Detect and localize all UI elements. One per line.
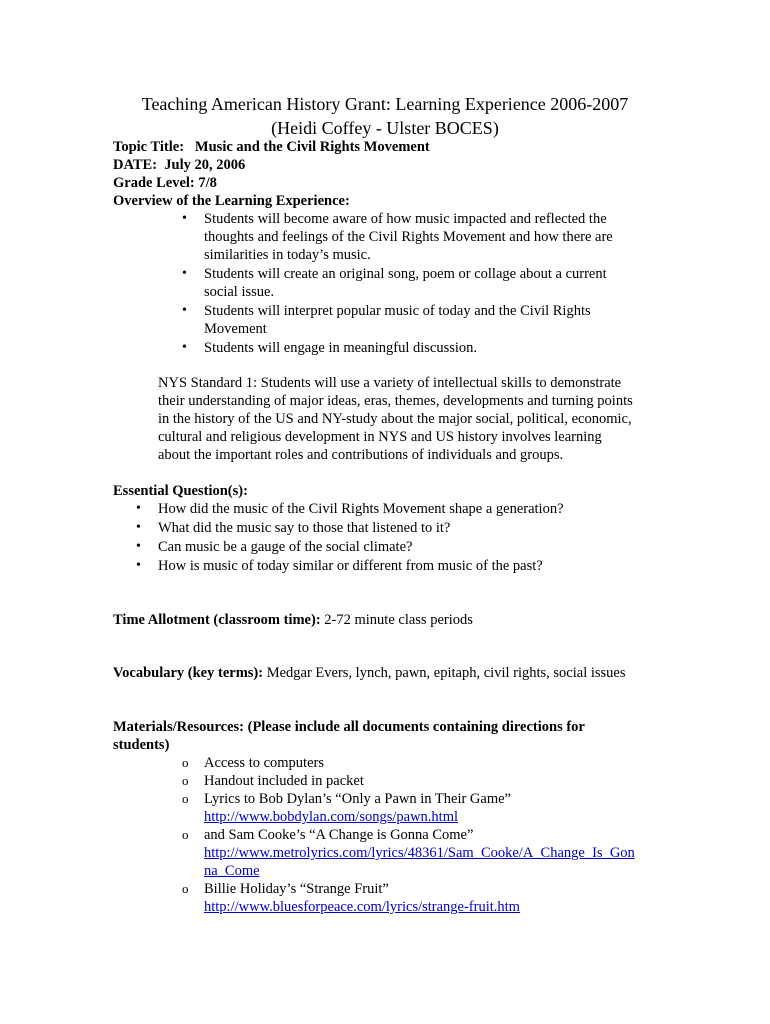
essential-question-4: How is music of today similar or different from music of the past?	[158, 558, 543, 574]
overview-item-4-line1: Students will engage in meaningful discussion.	[204, 340, 478, 356]
bullet-marker: •	[182, 303, 187, 318]
materials-heading-line1: Materials/Resources: (Please include all documents containing directions for	[113, 719, 585, 735]
strange-fruit-link[interactable]: http://www.bluesforpeace.com/lyrics/strange-fruit.htm	[204, 899, 520, 915]
time-allotment-label: Time Allotment (classroom time):	[113, 612, 321, 628]
circle-bullet: o	[182, 827, 189, 842]
document-title-line1: Teaching American History Grant: Learning Experience 2006-2007	[141, 94, 629, 114]
standard-line-2: their understanding of major ideas, eras, themes, developments and turning points	[158, 393, 633, 409]
essential-question-1: How did the music of the Civil Rights Movement shape a generation?	[158, 501, 564, 517]
standard-line-4: cultural and religious development in NYS and US history involves learning	[158, 429, 602, 445]
topic-title	[113, 138, 430, 156]
bullet-marker: •	[182, 340, 187, 355]
pawn-lyrics-link[interactable]: http://www.bobdylan.com/songs/pawn.html	[204, 809, 459, 825]
overview-item-1-line1: Students will become aware of how music impacted and reflected the	[204, 211, 607, 227]
material-item-5: Billie Holiday’s “Strange Fruit”	[204, 881, 389, 897]
overview-item-3-line1: Students will interpret popular music of today and the Civil Rights	[204, 303, 591, 319]
standard-line-3: in the history of the US and NY-study about the major social, political, economic,	[158, 411, 632, 427]
overview-item-3-line2: Movement	[204, 321, 267, 337]
overview-heading: Overview of the Learning Experience:	[113, 193, 350, 209]
bullet-marker: •	[182, 266, 187, 281]
overview-item-1-line2: thoughts and feelings of the Civil Rights Movement and how there are	[204, 229, 613, 245]
vocabulary-value: Medgar Evers, lynch, pawn, epitaph, civil rights, social issues	[263, 665, 626, 681]
document-title-line2: (Heidi Coffey - Ulster BOCES)	[271, 118, 499, 138]
date-line	[113, 156, 245, 174]
materials-heading-line2: students)	[113, 737, 170, 753]
overview-item-1-line3: similarities in today’s music.	[204, 247, 371, 263]
vocabulary-label: Vocabulary (key terms):	[113, 665, 264, 681]
overview-item-2-line1: Students will create an original song, poem or collage about a current	[204, 266, 607, 282]
time-allotment	[113, 611, 473, 629]
topic-value: Music and the Civil Rights Movement	[194, 139, 430, 155]
change-gonna-come-link-line2[interactable]: na_Come	[204, 863, 260, 879]
vocabulary	[113, 664, 626, 682]
bullet-marker: •	[136, 558, 141, 573]
bullet-marker: •	[136, 539, 141, 554]
essential-question-3: Can music be a gauge of the social climate?	[158, 539, 413, 555]
date-value: July 20, 2006	[164, 157, 246, 173]
standard-line-5: about the important roles and contributions of individuals and groups.	[158, 447, 564, 463]
material-item-1: Access to computers	[204, 755, 324, 771]
circle-bullet: o	[182, 755, 189, 770]
topic-label: Topic Title:	[113, 139, 185, 155]
time-allotment-value: 2-72 minute class periods	[320, 612, 473, 628]
essential-questions-heading: Essential Question(s):	[113, 483, 248, 499]
grade-level: Grade Level: 7/8	[113, 175, 217, 191]
material-item-2: Handout included in packet	[204, 773, 364, 789]
essential-question-2: What did the music say to those that listened to it?	[158, 520, 451, 536]
standard-line-1: NYS Standard 1: Students will use a variety of intellectual skills to demonstrate	[158, 375, 622, 391]
bullet-marker: •	[136, 501, 141, 516]
circle-bullet: o	[182, 791, 189, 806]
bullet-marker: •	[182, 211, 187, 226]
bullet-marker: •	[136, 520, 141, 535]
date-label: DATE:	[113, 157, 158, 173]
material-item-4: and Sam Cooke’s “A Change is Gonna Come”	[204, 827, 474, 843]
change-gonna-come-link-line1[interactable]: http://www.metrolyrics.com/lyrics/48361/Sam_Cooke/A_Change_Is_Gon	[204, 845, 635, 861]
material-item-3: Lyrics to Bob Dylan’s “Only a Pawn in Their Game”	[204, 791, 511, 807]
circle-bullet: o	[182, 773, 189, 788]
circle-bullet: o	[182, 881, 189, 896]
overview-item-2-line2: social issue.	[204, 284, 275, 300]
